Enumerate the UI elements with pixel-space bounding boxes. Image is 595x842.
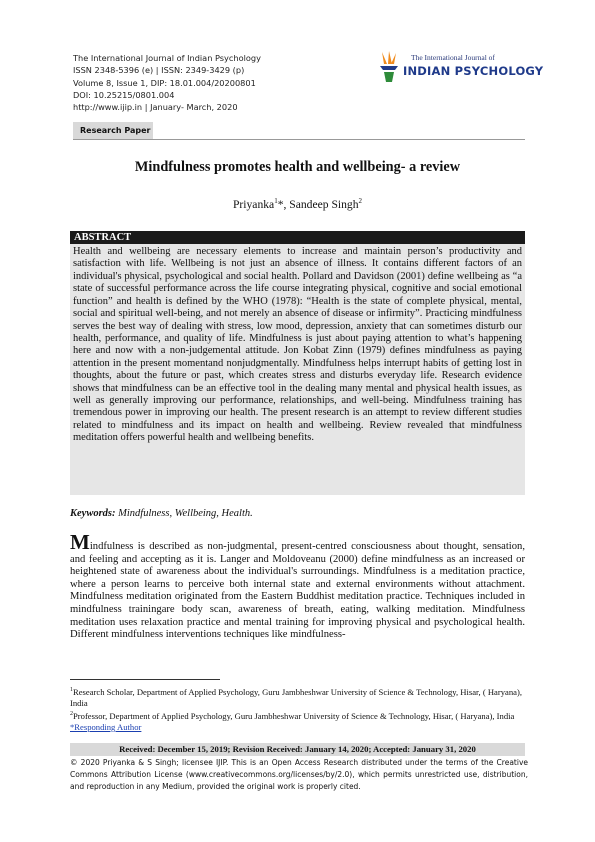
paper-title: Mindfulness promotes health and wellbeing- a review xyxy=(134,159,461,175)
author-2: Sandeep Singh xyxy=(289,197,359,211)
footnote-1-number: 1 xyxy=(70,687,73,693)
received-dates: Received: December 15, 2019; Revision Received: January 14, 2020; Accepted: January 31, 2020 xyxy=(70,743,525,756)
corresponding-mark: * xyxy=(277,197,284,211)
footnote-1-text: Research Scholar, Department of Applied Psychology, Guru Jambheshwar University of Science & Technology, Hisar, ( Haryana), India xyxy=(70,686,522,708)
body-paragraph xyxy=(70,530,525,642)
flame-emblem-icon xyxy=(378,50,404,84)
footnote-2 xyxy=(70,709,525,722)
footnote-2-text: Professor, Department of Applied Psychology, Guru Jambheshwar University of Science & Technology, Hisar, ( Haryana), India xyxy=(73,710,515,721)
license-notice: © 2020 Priyanka & S Singh; licensee IJIP. This is an Open Access Research distributed under the terms of the Creative Commons Attribution License (www.creativecommons.org/licenses/by/2.0), which permits unrestricted use, distribution, and reproduction in any Medium, provided the original work is properly cited. xyxy=(70,758,528,792)
keywords-label: Keywords: xyxy=(70,508,116,519)
author-1: Priyanka xyxy=(232,197,275,211)
journal-header xyxy=(73,52,261,113)
footnote-2-number: 2 xyxy=(70,711,73,718)
body-text: indfulness is described as non-judgmental, present-centred consciousness about thought, sensation, and feeling and accepting as it is. Langer and Moldoveanu (2000) define mindfulness as an increased or heightened state of awareness about the individual's surroundings. Mindfulness is a meditation practice, where a person learns to perceive both internal state and external environments without attachment. Mindfulness meditation originated from the Eastern Buddhist meditation practice. Techniques included in mindfulness trainingare body scan, awareness of breath, eating, walking meditation. Mindfulness meditation uses relaxation practice and mental training for improving physical and psychological health. Different mindfulness interventions techniques like mindfulness- xyxy=(70,541,525,641)
keywords-value: Mindfulness, Wellbeing, Health. xyxy=(115,508,253,519)
author-1-affiliation: 1 xyxy=(274,197,278,205)
abstract-heading: ABSTRACT xyxy=(70,231,525,244)
drop-cap: M xyxy=(70,530,90,554)
footnote-1 xyxy=(70,685,525,709)
logo-subtitle: The International Journal of xyxy=(411,53,495,62)
doi-line: DOI: 10.25215/0801.004 xyxy=(73,89,175,100)
abstract-text: Health and wellbeing are necessary elements to increase and maintain person’s productivity and satisfaction with life. Wellbeing is not just an absence of illness. It contains different factors of an individual's physical, psychological and social health. Pollard and Davidson (2001) define wellbeing as “a state of successful performance across the life course integrating physical, cognitive and social emotional function” and health is defined by the WHO (1978): “Health is the state of complete physical, mental, social and spiritual well-being, and not merely an absence of disease or infirmity”. Practicing mindfulness serves the best way of dealing with stress, low mood, depression, anxiety that can sometimes disturb our health, performance, and quality of life. Mindfulness is just about paying attention to what’s happening here and now with a non-judgemental attitude. Jon Kobat Zinn (1979) defines mindfulness as paying attention in the present momentand nonjudgmentally. Mindfulness helps interrupt habits of getting lost in thoughts, about the future or past, which creates stress and disturbs everyday life. Research evidence shows that mindfulness can be an effective tool in the dealing many mental and physical health issues, as well as generally improving our performance, relationships, and well-being. Mindfulness training has tremendous power in improving our health. The present research is an attempt to review different studies related to mindfulness and its impact on health and wellbeing. Review revealed that mindfulness meditation offers powerful health and wellbeing benefits. xyxy=(70,244,525,495)
header-divider xyxy=(73,139,525,140)
journal-name: The International Journal of Indian Psychology xyxy=(73,53,261,63)
journal-logo xyxy=(378,50,544,86)
responding-author-link[interactable] xyxy=(70,722,525,733)
issn-line: ISSN 2348-5396 (e) | ISSN: 2349-3429 (p) xyxy=(73,65,245,76)
volume-line: Volume 8, Issue 1, DIP: 18.01.004/20200801 xyxy=(73,77,256,88)
logo-title: INDIAN PSYCHOLOGY xyxy=(403,64,544,78)
footnotes xyxy=(70,685,525,733)
responding-author-text[interactable]: *Responding Author xyxy=(70,722,142,732)
article-type-tab: Research Paper xyxy=(73,122,153,140)
author-2-affiliation: 2 xyxy=(358,197,363,205)
author-separator: , xyxy=(283,197,290,211)
author-list xyxy=(0,197,595,211)
url-line: http://www.ijip.in | January- March, 2020 xyxy=(73,102,238,113)
footnote-rule xyxy=(70,679,220,680)
keywords xyxy=(70,508,253,519)
